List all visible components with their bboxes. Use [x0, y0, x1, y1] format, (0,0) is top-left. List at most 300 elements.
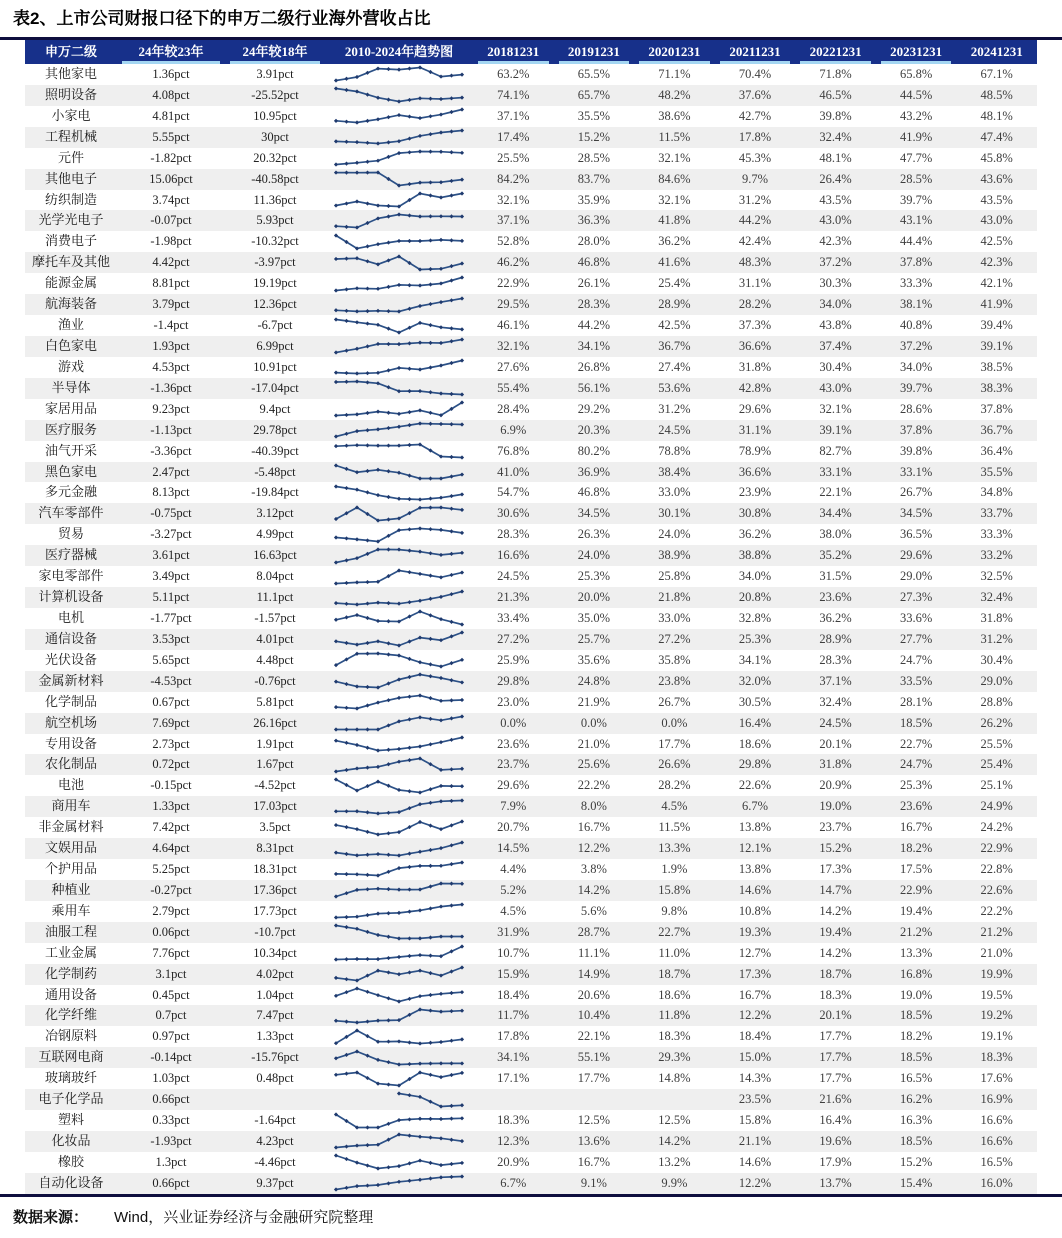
- value-cell-20201231: 18.6%: [658, 987, 691, 1002]
- value-cell-20201231: 41.6%: [658, 255, 691, 270]
- chg-24-vs-23-cell: -1.77pct: [150, 610, 192, 625]
- value-cell-20201231: 11.5%: [658, 820, 691, 835]
- industry-overseas-revenue-table: [25, 40, 1037, 1194]
- value-cell-20241231: 36.4%: [980, 443, 1013, 458]
- value-cell-20201231: 26.6%: [658, 757, 691, 772]
- value-cell-20191231: 28.7%: [577, 924, 610, 939]
- table-body: [25, 64, 1037, 1194]
- chg-24-vs-23-cell: -1.4pct: [153, 318, 189, 333]
- chg-24-vs-23-cell: 1.93pct: [152, 338, 190, 353]
- value-cell-20191231: 83.7%: [577, 171, 610, 186]
- value-cell-20231231: 16.5%: [899, 1071, 933, 1086]
- value-cell-20221231: 18.7%: [819, 966, 852, 981]
- value-cell-20191231: 35.9%: [577, 192, 610, 207]
- value-cell-20231231: 24.7%: [899, 757, 933, 772]
- value-cell-20181231: 18.3%: [497, 1113, 530, 1128]
- chg-24-vs-18-cell: 5.93pct: [256, 213, 294, 228]
- trend-sparkline: [325, 378, 473, 399]
- value-cell-20231231: 44.4%: [899, 234, 933, 249]
- chg-24-vs-18-cell: 10.95pct: [253, 108, 297, 123]
- value-cell-20221231: 13.7%: [819, 1175, 852, 1190]
- industry-name-cell: 通用设备: [44, 986, 97, 1002]
- value-cell-20211231: 15.8%: [738, 1113, 772, 1128]
- value-cell-20231231: 15.2%: [899, 1154, 933, 1169]
- value-cell-20221231: 28.9%: [819, 631, 852, 646]
- chg-24-vs-18-cell: 4.99pct: [256, 527, 294, 542]
- industry-name-cell: 多元金融: [44, 484, 97, 500]
- value-cell-20181231: 52.8%: [497, 234, 530, 249]
- trend-sparkline: [325, 1047, 473, 1068]
- value-cell-20201231: 9.9%: [661, 1175, 688, 1190]
- industry-name-cell: 电机: [57, 609, 84, 625]
- value-cell-20211231: 31.8%: [738, 359, 772, 374]
- value-cell-20221231: 48.1%: [819, 150, 852, 165]
- value-cell-20241231: 47.4%: [980, 129, 1013, 144]
- value-cell-20211231: 30.5%: [738, 694, 772, 709]
- chg-24-vs-18-cell: -15.76pct: [251, 1050, 299, 1065]
- value-cell-20231231: 33.1%: [899, 464, 933, 479]
- trend-sparkline: [325, 252, 473, 273]
- value-cell-20201231: 24.0%: [658, 527, 691, 542]
- table-row: [25, 336, 1037, 357]
- trend-sparkline: [325, 127, 473, 148]
- value-cell-20181231: 37.1%: [497, 213, 530, 228]
- value-cell-20231231: 28.1%: [899, 694, 933, 709]
- value-cell-20181231: 34.1%: [497, 1050, 530, 1065]
- value-cell-20221231: 46.5%: [819, 87, 852, 102]
- value-cell-20181231: 29.5%: [497, 297, 530, 312]
- value-cell-20231231: 33.6%: [899, 610, 933, 625]
- value-cell-20211231: 42.4%: [738, 234, 772, 249]
- value-cell-20191231: 3.8%: [580, 862, 607, 877]
- value-cell-20241231: 19.9%: [980, 966, 1013, 981]
- value-cell-20241231: 22.8%: [980, 862, 1013, 877]
- chg-24-vs-18-cell: 30pct: [261, 129, 289, 144]
- value-cell-20231231: 19.0%: [899, 987, 933, 1002]
- value-cell-20201231: 29.3%: [658, 1050, 691, 1065]
- value-cell-20181231: 20.7%: [497, 820, 530, 835]
- trend-sparkline: [325, 524, 473, 545]
- chg-24-vs-23-cell: 3.61pct: [152, 548, 190, 563]
- value-cell-20201231: 38.9%: [658, 548, 691, 563]
- value-cell-20241231: 25.5%: [980, 736, 1013, 751]
- value-cell-20211231: 36.6%: [738, 464, 772, 479]
- trend-sparkline: [325, 754, 473, 775]
- value-cell-20231231: 43.1%: [899, 213, 933, 228]
- value-cell-20231231: 18.5%: [899, 1134, 933, 1149]
- value-cell-20211231: 48.3%: [738, 255, 772, 270]
- trend-sparkline: [325, 775, 473, 796]
- header-cell-2: 24年较18年: [225, 40, 325, 64]
- value-cell-20211231: 17.3%: [738, 966, 772, 981]
- value-cell-20231231: 18.5%: [899, 1008, 933, 1023]
- trend-sparkline: [325, 901, 473, 922]
- table-row: [25, 1089, 1037, 1110]
- trend-sparkline: [325, 1005, 473, 1026]
- value-cell-20231231: 41.9%: [899, 129, 933, 144]
- value-cell-20241231: 16.9%: [980, 1092, 1013, 1107]
- value-cell-20201231: 38.6%: [658, 108, 691, 123]
- value-cell-20221231: 32.4%: [819, 694, 852, 709]
- value-cell-20241231: 42.3%: [980, 255, 1013, 270]
- chg-24-vs-23-cell: 4.42pct: [152, 255, 190, 270]
- chg-24-vs-23-cell: 7.76pct: [152, 945, 190, 960]
- value-cell-20241231: 42.5%: [980, 234, 1013, 249]
- value-cell-20231231: 13.3%: [899, 945, 933, 960]
- value-cell-20201231: 30.1%: [658, 506, 691, 521]
- value-cell-20201231: 27.4%: [658, 359, 691, 374]
- value-cell-20201231: 15.8%: [658, 882, 691, 897]
- value-cell-20211231: 32.8%: [738, 610, 772, 625]
- industry-name-cell: 元件: [57, 149, 84, 165]
- value-cell-20201231: 11.5%: [658, 129, 691, 144]
- value-cell-20231231: 18.2%: [899, 841, 933, 856]
- industry-name-cell: 化学制药: [44, 965, 97, 981]
- chg-24-vs-18-cell: 17.73pct: [253, 903, 297, 918]
- header-cell-10: 20241231: [970, 44, 1023, 59]
- value-cell-20231231: 24.7%: [899, 652, 933, 667]
- value-cell-20181231: 17.8%: [497, 1029, 530, 1044]
- chg-24-vs-23-cell: 1.33pct: [152, 799, 190, 814]
- value-cell-20241231: 18.3%: [980, 1050, 1013, 1065]
- value-cell-20241231: 31.8%: [980, 610, 1013, 625]
- value-cell-20221231: 15.2%: [819, 841, 852, 856]
- value-cell-20201231: 35.8%: [658, 652, 691, 667]
- chg-24-vs-23-cell: 2.79pct: [152, 903, 190, 918]
- value-cell-20181231: 32.1%: [497, 338, 530, 353]
- chg-24-vs-23-cell: -0.14pct: [150, 1050, 192, 1065]
- chg-24-vs-18-cell: 8.04pct: [256, 569, 294, 584]
- trend-sparkline: [325, 294, 473, 315]
- trend-sparkline: [325, 880, 473, 901]
- value-cell-20221231: 31.5%: [819, 569, 852, 584]
- table-row: [25, 1152, 1037, 1173]
- trend-sparkline: [325, 608, 473, 629]
- value-cell-20181231: 22.9%: [497, 276, 530, 291]
- value-cell-20211231: 32.0%: [738, 673, 772, 688]
- value-cell-20221231: 43.0%: [819, 380, 852, 395]
- table-row: [25, 922, 1037, 943]
- industry-name-cell: 个护用品: [44, 861, 97, 877]
- chg-24-vs-18-cell: 4.01pct: [256, 631, 294, 646]
- trend-sparkline: [325, 441, 473, 462]
- trend-sparkline: [325, 1089, 473, 1110]
- table-row: [25, 629, 1037, 650]
- trend-sparkline: [325, 1068, 473, 1089]
- trend-sparkline: [325, 796, 473, 817]
- value-cell-20211231: 34.1%: [738, 652, 772, 667]
- value-cell-20211231: 45.3%: [738, 150, 772, 165]
- value-cell-20221231: 17.7%: [819, 1029, 852, 1044]
- value-cell-20191231: 20.0%: [577, 590, 610, 605]
- value-cell-20181231: 7.9%: [500, 799, 527, 814]
- value-cell-20181231: 41.0%: [497, 464, 530, 479]
- value-cell-20191231: 29.2%: [577, 401, 610, 416]
- value-cell-20241231: 37.8%: [980, 401, 1013, 416]
- value-cell-20201231: 28.2%: [658, 778, 691, 793]
- value-cell-20191231: 9.1%: [580, 1175, 607, 1190]
- industry-name-cell: 化学制品: [44, 693, 97, 709]
- value-cell-20181231: 23.7%: [497, 757, 530, 772]
- industry-name-cell: 油服工程: [44, 923, 97, 939]
- value-cell-20181231: 18.4%: [497, 987, 530, 1002]
- chg-24-vs-23-cell: 0.66pct: [152, 1175, 190, 1190]
- value-cell-20221231: 37.1%: [819, 673, 852, 688]
- trend-sparkline: [325, 1110, 473, 1131]
- trend-sparkline: [325, 692, 473, 713]
- value-cell-20191231: 65.7%: [577, 87, 610, 102]
- chg-24-vs-18-cell: -5.48pct: [254, 464, 296, 479]
- chg-24-vs-18-cell: 4.23pct: [256, 1134, 294, 1149]
- value-cell-20211231: 23.5%: [738, 1092, 772, 1107]
- chg-24-vs-23-cell: -1.98pct: [150, 234, 192, 249]
- chg-24-vs-18-cell: 3.12pct: [256, 506, 294, 521]
- value-cell-20191231: 20.6%: [577, 987, 610, 1002]
- value-cell-20221231: 38.0%: [819, 527, 852, 542]
- chg-24-vs-23-cell: 2.47pct: [152, 464, 190, 479]
- value-cell-20191231: 26.3%: [577, 527, 610, 542]
- trend-sparkline: [325, 106, 473, 127]
- value-cell-20201231: 78.8%: [658, 443, 691, 458]
- industry-name-cell: 半导体: [51, 379, 91, 395]
- table-row: [25, 169, 1037, 190]
- value-cell-20231231: 25.3%: [899, 778, 933, 793]
- chg-24-vs-23-cell: 0.72pct: [152, 757, 190, 772]
- trend-sparkline: [325, 357, 473, 378]
- table-row: [25, 985, 1037, 1006]
- chg-24-vs-18-cell: 9.37pct: [256, 1175, 294, 1190]
- chg-24-vs-23-cell: 4.08pct: [152, 87, 190, 102]
- value-cell-20191231: 21.0%: [577, 736, 610, 751]
- value-cell-20211231: 29.8%: [738, 757, 772, 772]
- source-note: [13, 1206, 1062, 1227]
- value-cell-20221231: 26.4%: [819, 171, 852, 186]
- value-cell-20221231: 34.0%: [819, 297, 852, 312]
- value-cell-20231231: 34.0%: [899, 359, 933, 374]
- value-cell-20201231: 24.5%: [658, 422, 691, 437]
- value-cell-20201231: 71.1%: [658, 67, 691, 81]
- value-cell-20181231: 17.1%: [497, 1071, 530, 1086]
- chg-24-vs-18-cell: 10.34pct: [253, 945, 297, 960]
- table-row: [25, 210, 1037, 231]
- value-cell-20191231: 36.3%: [577, 213, 610, 228]
- table-row: [25, 482, 1037, 503]
- value-cell-20221231: 22.1%: [819, 485, 852, 500]
- value-cell-20231231: 22.7%: [899, 736, 933, 751]
- chg-24-vs-23-cell: 0.7pct: [155, 1008, 187, 1023]
- chg-24-vs-23-cell: 3.49pct: [152, 569, 190, 584]
- chg-24-vs-18-cell: -10.32pct: [251, 234, 299, 249]
- value-cell-20231231: 18.5%: [899, 715, 933, 730]
- chg-24-vs-18-cell: 4.02pct: [256, 966, 294, 981]
- chg-24-vs-23-cell: 1.36pct: [152, 67, 190, 81]
- industry-name-cell: 消费电子: [44, 233, 97, 249]
- value-cell-20231231: 44.5%: [899, 87, 933, 102]
- table-row: [25, 1068, 1037, 1089]
- value-cell-20241231: 16.0%: [980, 1175, 1013, 1190]
- value-cell-20221231: 82.7%: [819, 443, 852, 458]
- chg-24-vs-23-cell: -1.13pct: [150, 422, 192, 437]
- value-cell-20191231: 25.6%: [577, 757, 610, 772]
- value-cell-20231231: 19.4%: [899, 903, 933, 918]
- value-cell-20211231: 18.6%: [738, 736, 772, 751]
- value-cell-20181231: 24.5%: [497, 569, 530, 584]
- value-cell-20181231: 54.7%: [497, 485, 530, 500]
- chg-24-vs-23-cell: -3.27pct: [150, 527, 192, 542]
- value-cell-20181231: 27.2%: [497, 631, 530, 646]
- industry-name-cell: 航海装备: [44, 296, 97, 312]
- chg-24-vs-18-cell: -1.64pct: [254, 1113, 296, 1128]
- value-cell-20211231: 44.2%: [738, 213, 772, 228]
- value-cell-20221231: 36.2%: [819, 610, 852, 625]
- chg-24-vs-18-cell: -17.04pct: [251, 380, 299, 395]
- value-cell-20231231: 16.3%: [899, 1113, 933, 1128]
- value-cell-20221231: 43.0%: [819, 213, 852, 228]
- industry-name-cell: 家居用品: [44, 400, 97, 416]
- chg-24-vs-18-cell: 3.5pct: [259, 820, 291, 835]
- trend-sparkline: [325, 838, 473, 859]
- value-cell-20221231: 17.9%: [819, 1154, 852, 1169]
- value-cell-20211231: 16.4%: [738, 715, 772, 730]
- source-label: 数据来源：: [13, 1208, 89, 1226]
- value-cell-20241231: 33.7%: [980, 506, 1013, 521]
- value-cell-20181231: 25.9%: [497, 652, 530, 667]
- value-cell-20181231: 28.4%: [497, 401, 530, 416]
- value-cell-20201231: 25.8%: [658, 569, 691, 584]
- value-cell-20221231: 37.2%: [819, 255, 852, 270]
- value-cell-20211231: 12.7%: [738, 945, 772, 960]
- value-cell-20231231: 22.9%: [899, 882, 933, 897]
- trend-sparkline: [325, 336, 473, 357]
- value-cell-20191231: 10.4%: [577, 1008, 610, 1023]
- industry-name-cell: 玻璃玻纤: [44, 1070, 97, 1086]
- value-cell-20241231: 39.4%: [980, 318, 1013, 333]
- header-cell-0: 申万二级: [44, 44, 97, 59]
- value-cell-20191231: 35.6%: [577, 652, 610, 667]
- value-cell-20201231: 21.8%: [658, 590, 691, 605]
- value-cell-20221231: 16.4%: [819, 1113, 852, 1128]
- industry-name-cell: 油气开采: [44, 442, 97, 458]
- value-cell-20231231: 34.5%: [899, 506, 933, 521]
- value-cell-20191231: 28.0%: [577, 234, 610, 249]
- value-cell-20231231: 37.8%: [899, 255, 933, 270]
- value-cell-20191231: 65.5%: [577, 67, 610, 81]
- chg-24-vs-18-cell: 1.33pct: [256, 1029, 294, 1044]
- chg-24-vs-23-cell: -4.53pct: [150, 673, 192, 688]
- value-cell-20201231: 11.0%: [658, 945, 691, 960]
- value-cell-20231231: 18.5%: [899, 1050, 933, 1065]
- industry-name-cell: 通信设备: [44, 630, 97, 646]
- value-cell-20201231: 22.7%: [658, 924, 691, 939]
- value-cell-20181231: 31.9%: [497, 924, 530, 939]
- value-cell-20221231: 42.3%: [819, 234, 852, 249]
- chg-24-vs-18-cell: 1.67pct: [256, 757, 294, 772]
- value-cell-20231231: 28.6%: [899, 401, 933, 416]
- value-cell-20241231: 21.0%: [980, 945, 1013, 960]
- chg-24-vs-18-cell: -10.7pct: [254, 924, 296, 939]
- table-row: [25, 106, 1037, 127]
- trend-sparkline: [325, 1026, 473, 1047]
- value-cell-20191231: 56.1%: [577, 380, 610, 395]
- value-cell-20231231: 29.0%: [899, 569, 933, 584]
- table-row: [25, 1026, 1037, 1047]
- value-cell-20191231: 36.9%: [577, 464, 610, 479]
- header-cell-1: 24年较23年: [117, 40, 225, 64]
- table-row: [25, 357, 1037, 378]
- value-cell-20191231: 22.2%: [577, 778, 610, 793]
- value-cell-20201231: 42.5%: [658, 318, 691, 333]
- trend-sparkline: [325, 231, 473, 252]
- value-cell-20241231: 33.2%: [980, 548, 1013, 563]
- trend-sparkline: [325, 1152, 473, 1173]
- trend-sparkline: [325, 650, 473, 671]
- value-cell-20221231: 24.5%: [819, 715, 852, 730]
- value-cell-20241231: 19.2%: [980, 1008, 1013, 1023]
- value-cell-20191231: 14.9%: [577, 966, 610, 981]
- table-row: [25, 524, 1037, 545]
- value-cell-20231231: 18.2%: [899, 1029, 933, 1044]
- chg-24-vs-23-cell: -0.27pct: [150, 882, 192, 897]
- table-row: [25, 566, 1037, 587]
- industry-name-cell: 摩托车及其他: [31, 254, 110, 270]
- value-cell-20221231: 14.7%: [819, 882, 852, 897]
- industry-name-cell: 纺织制造: [44, 191, 97, 207]
- value-cell-20191231: 34.1%: [577, 338, 610, 353]
- table-row: [25, 901, 1037, 922]
- trend-sparkline: [325, 462, 473, 483]
- value-cell-20221231: 23.7%: [819, 820, 852, 835]
- value-cell-20211231: 29.6%: [738, 401, 772, 416]
- value-cell-20241231: 36.7%: [980, 422, 1013, 437]
- value-cell-20201231: 32.1%: [658, 192, 691, 207]
- value-cell-20211231: 10.8%: [738, 903, 772, 918]
- value-cell-20191231: 35.5%: [577, 108, 610, 123]
- value-cell-20201231: 33.0%: [658, 485, 691, 500]
- value-cell-20241231: 42.1%: [980, 276, 1013, 291]
- value-cell-20241231: 16.5%: [980, 1154, 1013, 1169]
- value-cell-20221231: 30.3%: [819, 276, 852, 291]
- header-cell-4: 20181231: [473, 40, 554, 64]
- value-cell-20221231: 18.3%: [819, 987, 852, 1002]
- value-cell-20191231: 28.5%: [577, 150, 610, 165]
- value-cell-20191231: 17.7%: [577, 1071, 610, 1086]
- industry-name-cell: 冶钢原料: [44, 1028, 97, 1044]
- value-cell-20211231: 30.8%: [738, 506, 772, 521]
- industry-name-cell: 化学纤维: [44, 1007, 97, 1023]
- value-cell-20241231: 24.9%: [980, 799, 1013, 814]
- value-cell-20241231: 22.6%: [980, 882, 1013, 897]
- value-cell-20191231: 46.8%: [577, 255, 610, 270]
- value-cell-20221231: 71.8%: [819, 67, 852, 81]
- value-cell-20181231: 55.4%: [497, 380, 530, 395]
- table-bottom-divider: [0, 1194, 1062, 1197]
- chg-24-vs-23-cell: 1.03pct: [152, 1071, 190, 1086]
- value-cell-20191231: 34.5%: [577, 506, 610, 521]
- chg-24-vs-18-cell: 17.36pct: [253, 882, 297, 897]
- value-cell-20221231: 21.6%: [819, 1092, 852, 1107]
- table-row: [25, 964, 1037, 985]
- industry-name-cell: 种植业: [51, 881, 91, 897]
- industry-name-cell: 电池: [57, 777, 84, 793]
- value-cell-20181231: 37.1%: [497, 108, 530, 123]
- value-cell-20201231: 18.7%: [658, 966, 691, 981]
- chg-24-vs-23-cell: 8.81pct: [152, 276, 190, 291]
- value-cell-20181231: 6.7%: [500, 1175, 527, 1190]
- value-cell-20241231: 22.9%: [980, 841, 1013, 856]
- value-cell-20191231: 46.8%: [577, 485, 610, 500]
- value-cell-20201231: 26.7%: [658, 694, 691, 709]
- trend-sparkline: [325, 64, 473, 85]
